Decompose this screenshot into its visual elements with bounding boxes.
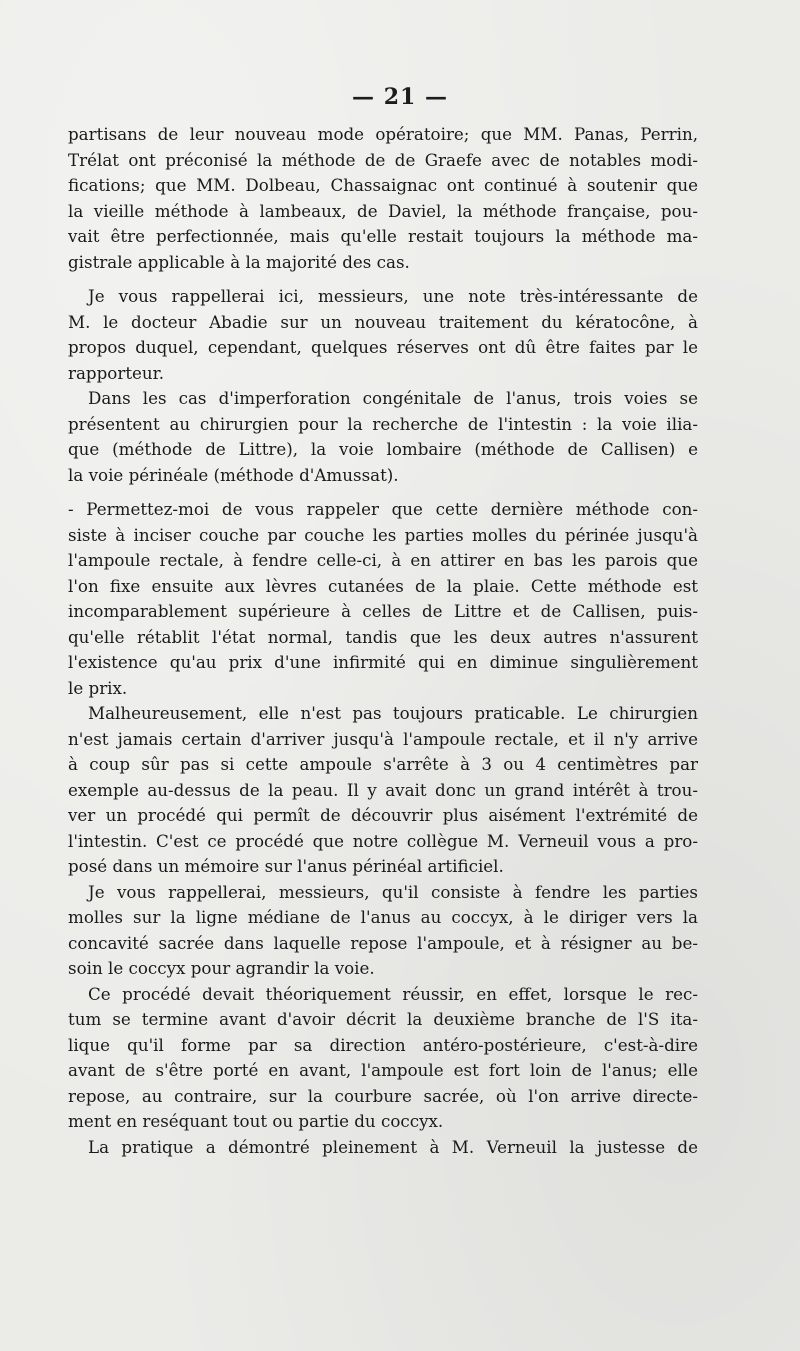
text-line: Trélat ont préconisé la méthode de de Graefe avec de notables modi- <box>68 149 698 170</box>
text-line: le prix. <box>68 677 128 698</box>
paragraph-7 <box>68 982 698 1135</box>
text-line: que (méthode de Littre), la voie lombaire (méthode de Callisen) e <box>68 439 698 459</box>
text-line: n'est jamais certain d'arriver jusqu'à l'ampoule rectale, et il n'y arrive <box>68 728 698 749</box>
page-number: — 21 — <box>352 84 448 110</box>
text-line: concavité sacrée dans laquelle repose l'ampoule, et à résigner au be- <box>68 932 698 953</box>
text-line: ver un procédé qui permît de découvrir plus aisément l'extrémité de <box>68 805 698 825</box>
text-line: avant de s'être porté en avant, l'ampoule est fort loin de l'anus; elle <box>68 1060 698 1080</box>
text-line: partisans de leur nouveau mode opératoire; que MM. Panas, Perrin, <box>68 124 698 144</box>
text-line: Je vous rappellerai ici, messieurs, une note très-intéressante de <box>88 286 698 306</box>
text-line: l'ampoule rectale, à fendre celle-ci, à en attirer en bas les parois que <box>68 550 698 570</box>
text-line: Ce procédé devait théoriquement réussir, en effet, lorsque le rec- <box>88 983 698 1004</box>
paragraph-8 <box>68 1135 698 1161</box>
text-line: rapporteur. <box>68 362 165 383</box>
text-line: Je vous rappellerai, messieurs, qu'il consiste à fendre les parties <box>88 881 698 902</box>
body-text <box>68 122 698 1160</box>
text-line: la voie périnéale (méthode d'Amussat). <box>68 464 399 485</box>
paragraph-4 <box>68 497 698 701</box>
text-line: soin le coccyx pour agrandir la voie. <box>68 958 375 978</box>
text-line: présentent au chirurgien pour la recherche de l'intestin : la voie ilia- <box>68 413 698 434</box>
text-line: La pratique a démontré pleinement à M. Verneuil la justesse de <box>88 1136 698 1157</box>
text-line: tum se termine avant d'avoir décrit la deuxième branche de l'S ita- <box>68 1009 698 1029</box>
text-line: l'intestin. C'est ce procédé que notre collègue M. Verneuil vous a pro- <box>68 830 698 851</box>
text-line: ment en reséquant tout ou partie du coccyx. <box>68 1111 444 1131</box>
text-line: qu'elle rétablit l'état normal, tandis que les deux autres n'assurent <box>68 626 698 647</box>
text-line: repose, au contraire, sur la courbure sacrée, où l'on arrive directe- <box>68 1085 698 1106</box>
paragraph-5 <box>68 701 698 880</box>
paragraph-6 <box>68 880 698 982</box>
text-line: propos duquel, cependant, quelques réserves ont dû être faites par le <box>68 337 698 357</box>
text-line: posé dans un mémoire sur l'anus périnéal artificiel. <box>68 856 504 876</box>
text-line: Malheureusement, elle n'est pas toujours praticable. Le chirurgien <box>88 703 698 723</box>
paragraph-3 <box>68 386 698 488</box>
text-line: fications; que MM. Dolbeau, Chassaignac ont continué à soutenir que <box>68 175 698 195</box>
text-line: gistrale applicable à la majorité des cas. <box>68 251 410 272</box>
text-line: incomparablement supérieure à celles de Littre et de Callisen, puis- <box>68 601 698 621</box>
text-line: exemple au-dessus de la peau. Il y avait donc un grand intérêt à trou- <box>68 779 698 800</box>
paragraph-1 <box>68 122 698 275</box>
paragraph-2 <box>68 284 698 386</box>
text-line: lique qu'il forme par sa direction antéro-postérieure, c'est-à-dire <box>68 1034 698 1055</box>
text-line: molles sur la ligne médiane de l'anus au coccyx, à le diriger vers la <box>68 907 698 927</box>
text-line: - Permettez-moi de vous rappeler que cette dernière méthode con- <box>68 499 698 519</box>
text-line: l'on fixe ensuite aux lèvres cutanées de la plaie. Cette méthode est <box>68 575 698 596</box>
text-line: siste à inciser couche par couche les parties molles du périnée jusqu'à <box>68 524 698 545</box>
text-line: l'existence qu'au prix d'une infirmité qui en diminue singulièrement <box>68 652 698 672</box>
text-line: vait être perfectionnée, mais qu'elle restait toujours la méthode ma- <box>68 226 698 246</box>
text-line: la vieille méthode à lambeaux, de Daviel, la méthode française, pou- <box>68 200 698 221</box>
text-line: Dans les cas d'imperforation congénitale de l'anus, trois voies se <box>88 388 698 408</box>
text-line: à coup sûr pas si cette ampoule s'arrête à 3 ou 4 centimètres par <box>68 754 698 774</box>
text-line: M. le docteur Abadie sur un nouveau traitement du kératocône, à <box>68 311 698 332</box>
